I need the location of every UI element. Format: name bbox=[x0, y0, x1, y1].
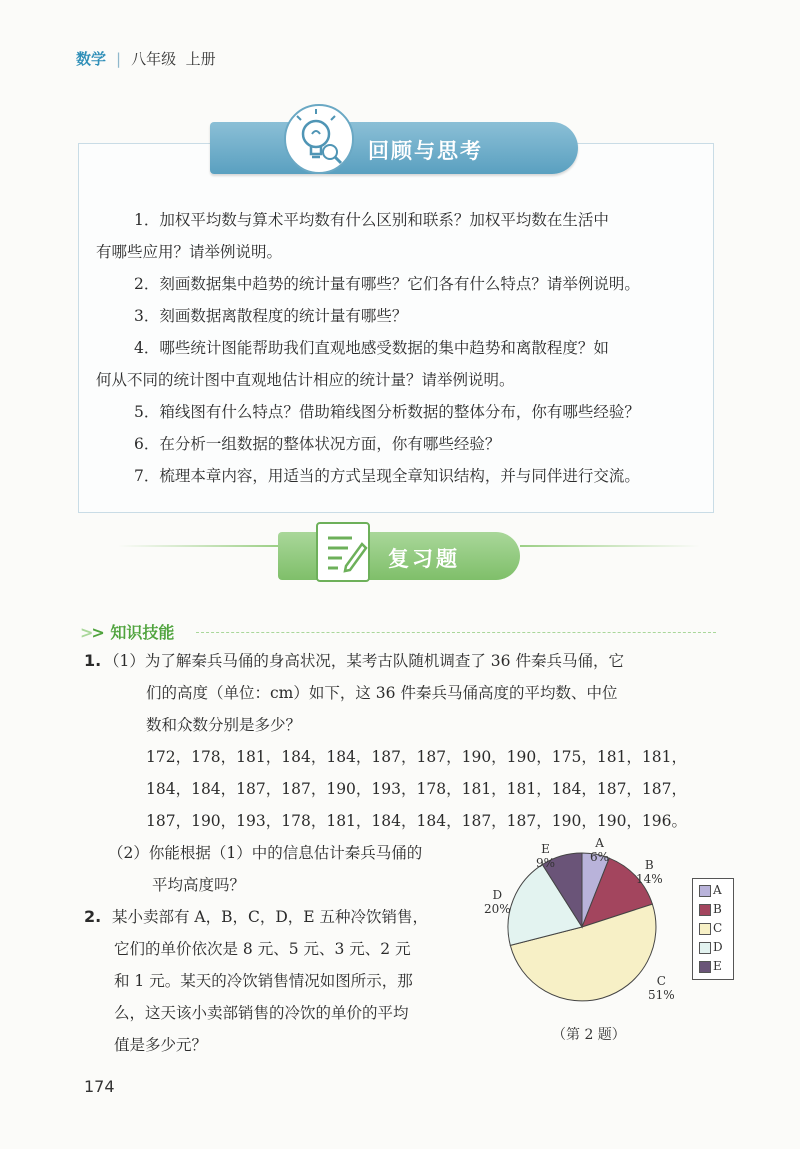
exercise-1-part1-line: 数和众数分别是多少？ bbox=[146, 716, 302, 734]
legend-swatch bbox=[699, 923, 711, 935]
review-question-4-cont: 何从不同的统计图中直观地估计相应的统计量？请举例说明。 bbox=[96, 371, 515, 389]
pie-label-a-value: 6% bbox=[590, 850, 610, 864]
exercise-1-data-line: 172，178，181，184，184，187，187，190，190，175，181，181， bbox=[146, 748, 688, 766]
exercise-1-data-line: 187，190，193，178，181，184，184，187，187，190，190，196。 bbox=[146, 812, 688, 830]
legend-swatch bbox=[699, 885, 711, 897]
legend-entry-a bbox=[699, 881, 722, 899]
legend-label: B bbox=[713, 902, 722, 916]
chart-legend bbox=[692, 878, 734, 980]
lightbulb-icon bbox=[284, 104, 354, 174]
exercise-2-number: 2. bbox=[84, 907, 102, 926]
exercise-divider-right bbox=[520, 545, 700, 547]
pie-label-b bbox=[636, 858, 663, 886]
review-question-7: 7．梳理本章内容，用适当的方式呈现全章知识结构，并与同伴进行交流。 bbox=[134, 467, 640, 485]
page-number: 174 bbox=[84, 1077, 115, 1096]
exercise-2-line: 值是多少元？ bbox=[114, 1036, 208, 1054]
exercise-2-line: 它们的单价依次是 8 元、5 元、3 元、2 元 bbox=[114, 940, 411, 958]
chevron-right-icon: > bbox=[91, 623, 105, 642]
volume-label: 上册 bbox=[185, 50, 216, 68]
legend-label: E bbox=[713, 959, 722, 973]
legend-swatch bbox=[699, 942, 711, 954]
pie-label-e bbox=[536, 842, 555, 870]
chevron-right-icon: > bbox=[80, 623, 94, 642]
pie-label-c-value: 51% bbox=[648, 988, 675, 1002]
pie-label-a-letter: A bbox=[595, 836, 604, 850]
legend-swatch bbox=[699, 904, 711, 916]
pie-label-e-letter: E bbox=[541, 842, 550, 856]
review-question-1: 1．加权平均数与算术平均数有什么区别和联系？加权平均数在生活中 bbox=[134, 211, 609, 229]
skills-heading: 知识技能 bbox=[110, 623, 175, 642]
legend-entry-d bbox=[699, 938, 723, 956]
review-question-3: 3．刻画数据离散程度的统计量有哪些？ bbox=[134, 307, 408, 325]
exercise-1-part1-line: （1）为了解秦兵马俑的身高状况，某考古队随机调查了 36 件秦兵马俑，它 bbox=[104, 652, 624, 670]
review-title: 回顾与思考 bbox=[368, 139, 483, 163]
review-section-box bbox=[78, 143, 714, 513]
review-question-6: 6．在分析一组数据的整体状况方面，你有哪些经验？ bbox=[134, 435, 501, 453]
legend-label: D bbox=[713, 940, 723, 954]
pie-label-a bbox=[590, 836, 609, 864]
pie-label-e-value: 9% bbox=[536, 856, 556, 870]
exercise-1-part2-line: （2）你能根据（1）中的信息估计秦兵马俑的 bbox=[108, 844, 423, 862]
legend-entry-b bbox=[699, 900, 722, 918]
legend-entry-c bbox=[699, 919, 722, 937]
pie-label-d-letter: D bbox=[492, 888, 503, 902]
exercise-2-line: 和 1 元。某天的冷饮销售情况如图所示，那 bbox=[114, 972, 413, 990]
exercise-1-data-line: 184，184，187，187，190，193，178，181，181，184，187，187， bbox=[146, 780, 688, 798]
exercise-title: 复习题 bbox=[388, 547, 460, 571]
exercise-1-number: 1. bbox=[84, 651, 102, 670]
exercise-1-part2-line: 平均高度吗？ bbox=[152, 876, 246, 894]
exercise-2-line: 某小卖部有 A，B，C，D，E 五种冷饮销售， bbox=[112, 908, 429, 926]
pie-label-c bbox=[648, 974, 675, 1002]
page-header bbox=[76, 48, 216, 69]
header-separator: | bbox=[116, 50, 122, 68]
legend-label: C bbox=[713, 921, 723, 935]
pie-label-d-value: 20% bbox=[484, 902, 511, 916]
review-question-5: 5．箱线图有什么特点？借助箱线图分析数据的整体分布，你有哪些经验？ bbox=[134, 403, 640, 421]
subject-label: 数学 bbox=[76, 50, 107, 68]
exercise-2-line: 么，这天该小卖部销售的冷饮的单价的平均 bbox=[114, 1004, 409, 1022]
pie-label-b-value: 14% bbox=[636, 872, 663, 886]
legend-label: A bbox=[713, 883, 722, 897]
review-question-2: 2．刻画数据集中趋势的统计量有哪些？它们各有什么特点？请举例说明。 bbox=[134, 275, 640, 293]
grade-label: 八年级 bbox=[131, 50, 177, 68]
pie-label-d bbox=[484, 888, 511, 916]
legend-swatch bbox=[699, 961, 711, 973]
section-divider bbox=[196, 632, 716, 633]
exercise-1-part1-line: 们的高度（单位：cm）如下，这 36 件秦兵马俑高度的平均数、中位 bbox=[146, 684, 618, 702]
pie-label-c-letter: C bbox=[656, 974, 666, 988]
review-question-1-cont: 有哪些应用？请举例说明。 bbox=[96, 243, 283, 261]
section-title-skills bbox=[80, 620, 174, 643]
exercise-divider-left bbox=[118, 545, 278, 547]
review-question-4: 4．哪些统计图能帮助我们直观地感受数据的集中趋势和离散程度？如 bbox=[134, 339, 609, 357]
pie-label-b-letter: B bbox=[644, 858, 654, 872]
chart-caption: （第 2 题） bbox=[552, 1027, 626, 1043]
legend-entry-e bbox=[699, 957, 722, 975]
notepad-icon bbox=[316, 522, 370, 582]
